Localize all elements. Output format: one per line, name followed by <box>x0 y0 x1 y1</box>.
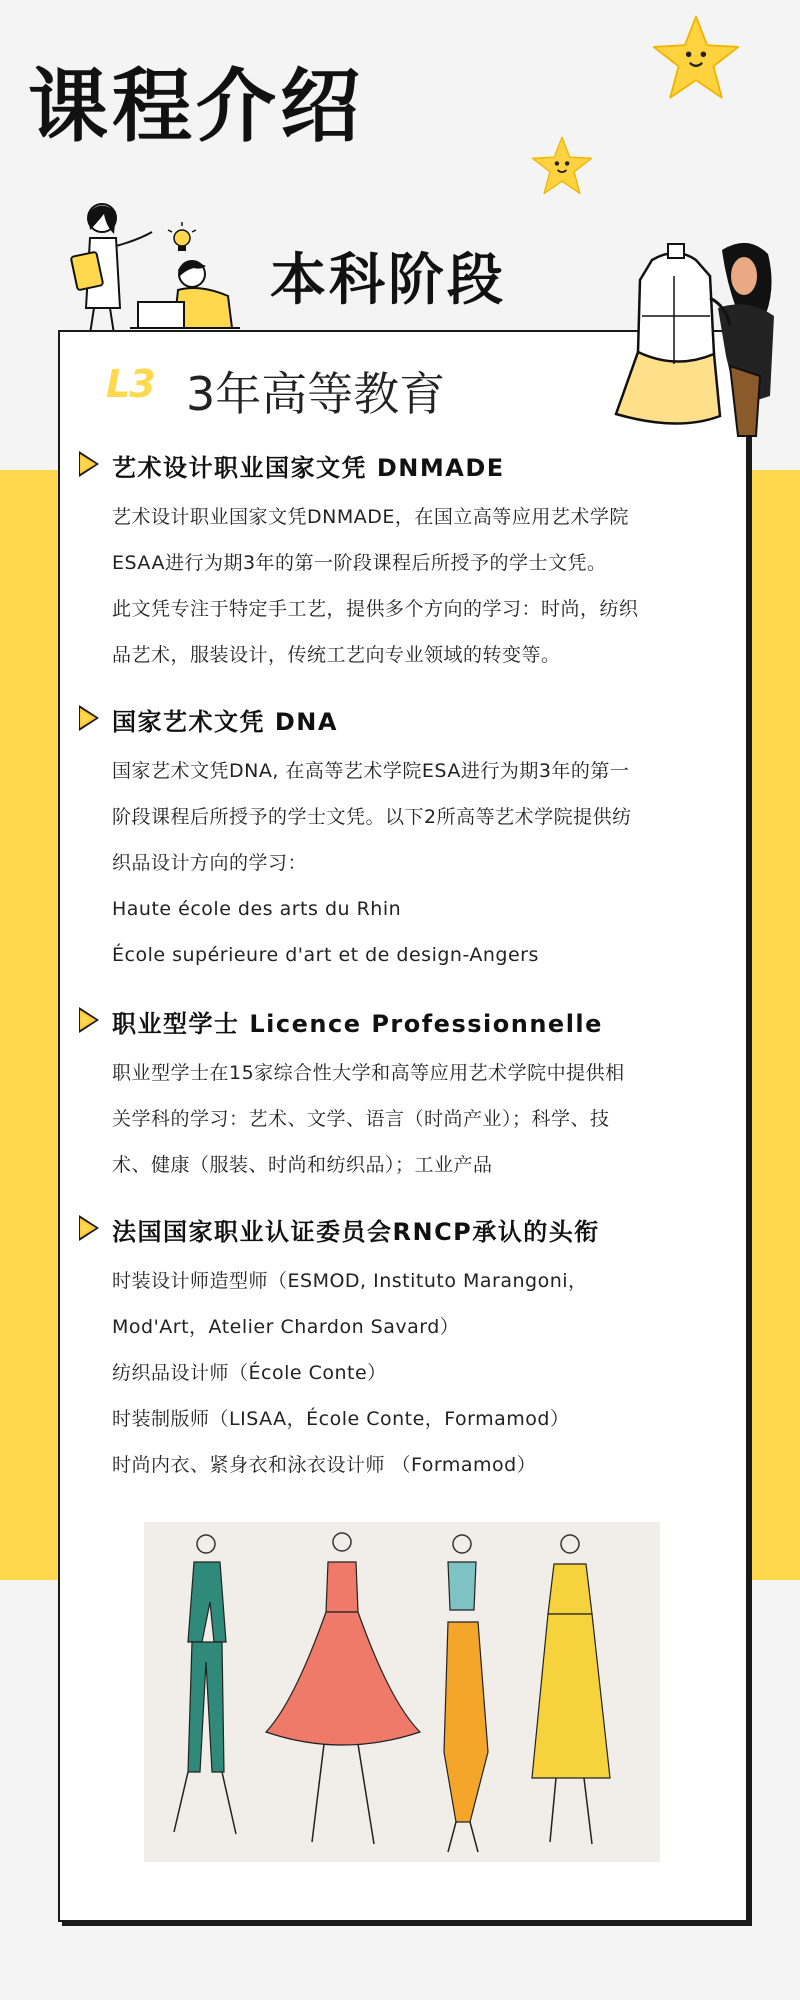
item-text-line: 时尚内衣、紧身衣和泳衣设计师 （Formamod） <box>112 1454 537 1476</box>
mannequin-illustration <box>598 236 784 456</box>
fashion-sketch-illustration <box>144 1522 660 1862</box>
list-item <box>80 1004 720 1188</box>
item-text-line: 此文凭专注于特定手工艺，提供多个方向的学习：时尚，纺织 <box>112 598 639 620</box>
item-text-line: 术、健康（服装、时尚和纺织品）；工业产品 <box>112 1154 493 1176</box>
level-badge: L3 <box>106 362 155 406</box>
list-item <box>80 702 720 978</box>
page-title: 课程介绍 <box>28 60 364 153</box>
item-text-line: 职业型学士在15家综合性大学和高等应用艺术学院中提供相 <box>112 1062 625 1084</box>
star-icon <box>650 12 742 104</box>
item-text-line: 时装设计师造型师（ESMOD, Instituto Marangoni， <box>112 1270 588 1292</box>
students-illustration <box>60 196 250 336</box>
item-text-line: 关学科的学习：艺术、文学、语言（时尚产业）；科学、技 <box>112 1108 610 1130</box>
triangle-bullet-icon-fill <box>80 708 96 728</box>
triangle-bullet-icon-fill <box>80 454 96 474</box>
item-text-line: 品艺术，服装设计，传统工艺向专业领域的转变等。 <box>112 644 561 666</box>
lightbulb-icon <box>168 222 196 251</box>
list-item <box>80 1212 720 1488</box>
item-text-line: 纺织品设计师（École Conte） <box>112 1362 387 1384</box>
item-title: 职业型学士 Licence Professionnelle <box>112 1010 603 1038</box>
item-title: 法国国家职业认证委员会RNCP承认的头衔 <box>112 1218 600 1246</box>
item-text-line: Haute école des arts du Rhin <box>112 898 402 920</box>
item-text-line: 艺术设计职业国家文凭DNMADE，在国立高等应用艺术学院 <box>112 506 629 528</box>
triangle-bullet-icon-fill <box>80 1010 96 1030</box>
item-text-line: École supérieure d'art et de design-Angers <box>112 944 539 966</box>
item-title: 艺术设计职业国家文凭 DNMADE <box>112 454 505 482</box>
item-text-line: 时装制版师（LISAA，École Conte，Formamod） <box>112 1408 570 1430</box>
star-icon <box>530 134 594 198</box>
triangle-bullet-icon-fill <box>80 1218 96 1238</box>
level-title: 3年高等教育 <box>186 367 446 421</box>
item-text-line: Mod'Art，Atelier Chardon Savard） <box>112 1316 460 1338</box>
item-text-line: 阶段课程后所授予的学士文凭。以下2所高等艺术学院提供纺 <box>112 806 632 828</box>
item-text-line: ESAA进行为期3年的第一阶段课程后所授予的学士文凭。 <box>112 552 607 574</box>
item-title: 国家艺术文凭 DNA <box>112 708 338 736</box>
item-text-line: 织品设计方向的学习： <box>112 852 308 874</box>
section-title: 本科阶段 <box>270 248 506 313</box>
list-item <box>80 448 720 678</box>
item-text-line: 国家艺术文凭DNA, 在高等艺术学院ESA进行为期3年的第一 <box>112 760 630 782</box>
